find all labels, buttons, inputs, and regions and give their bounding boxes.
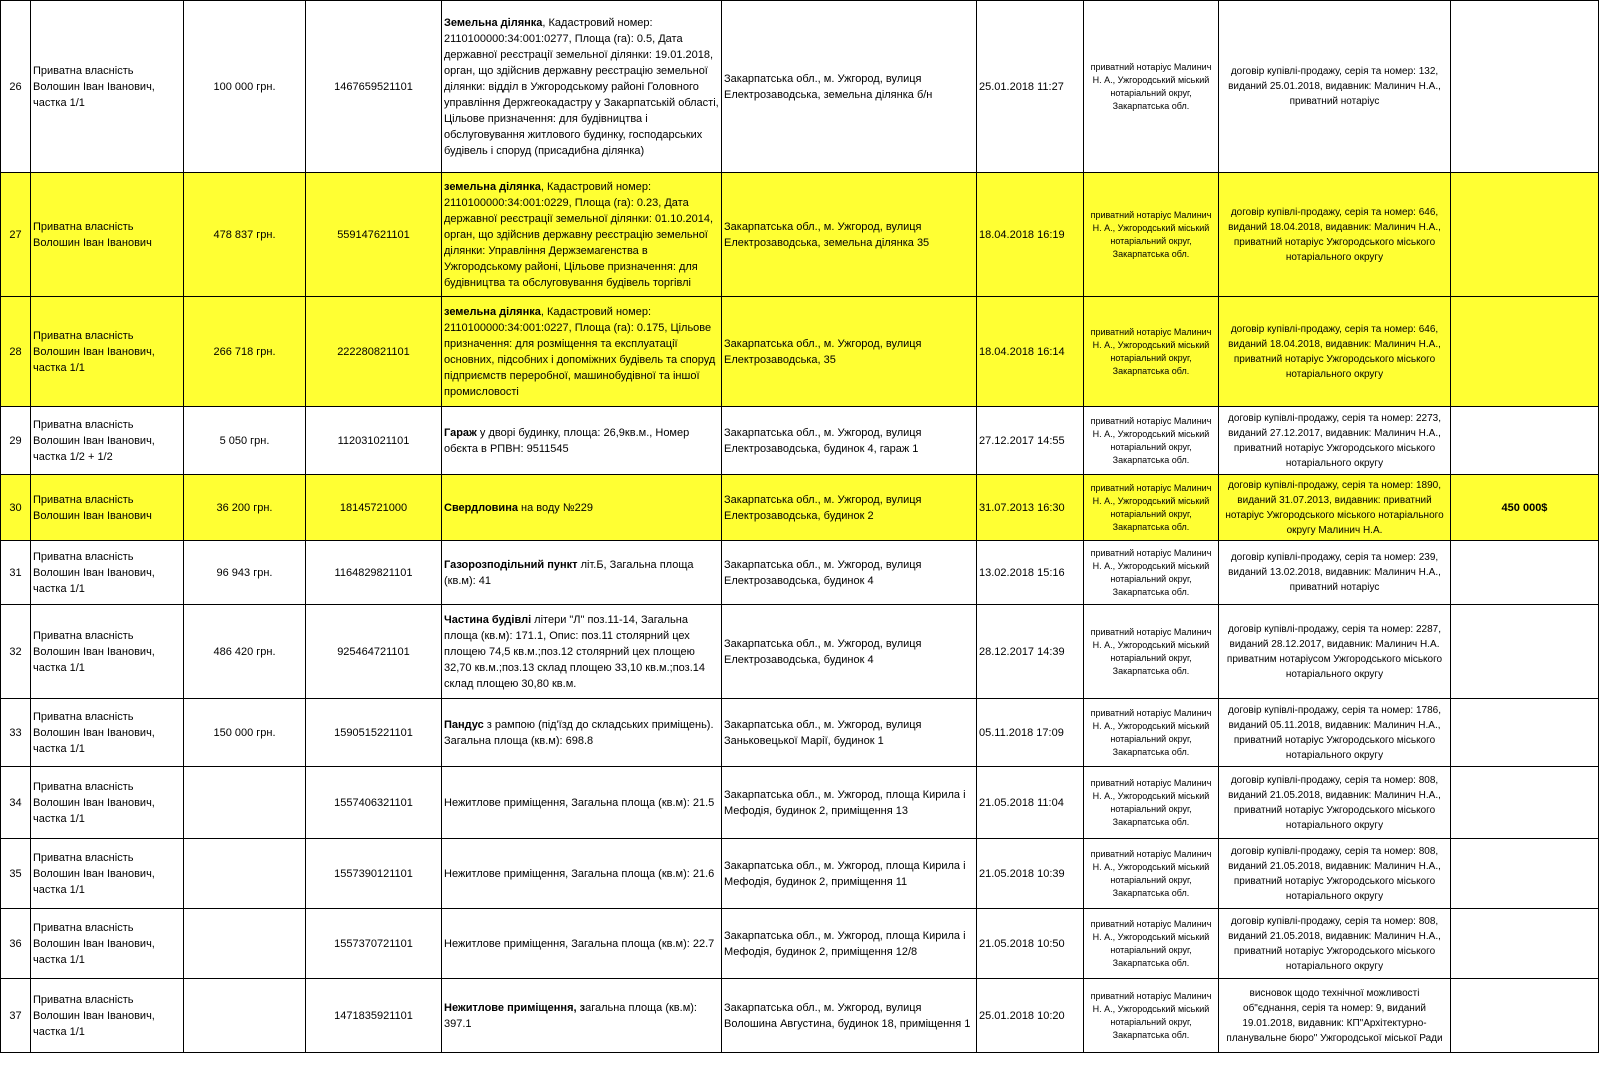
object-type-label: Газорозподільний пункт [444,558,578,571]
price-cell [184,909,306,979]
registry-number-cell: 112031021101 [306,407,442,475]
notary-cell: приватний нотаріус Малинич Н. А., Ужгородський міський нотаріальний округ, Закарпатська обл. [1084,541,1219,605]
row-number: 36 [1,909,31,979]
row-number: 27 [1,173,31,297]
row-number: 32 [1,605,31,699]
object-description-cell [442,541,722,605]
address-cell: Закарпатська обл., м. Ужгород, вулиця Електрозаводська, будинок 4 [722,541,977,605]
object-description-cell [442,839,722,909]
row-number: 35 [1,839,31,909]
basis-document-cell: договір купівлі-продажу, серія та номер: 808, виданий 21.05.2018, видавник: Малинич Н.А., приватний нотаріус Ужгородського міського нотаріального округу [1219,839,1451,909]
object-details-text: агальна площа (кв.м): 397.1 [444,1001,697,1030]
owner-cell: Приватна власність Волошин Іван Іванович, частка 1/1 [31,541,184,605]
table-row [1,407,1599,475]
owner-cell: Приватна власність Волошин Іван Іванович [31,475,184,541]
extra-value-cell [1451,767,1599,839]
registration-date-cell: 28.12.2017 14:39 [977,605,1084,699]
price-cell: 36 200 грн. [184,475,306,541]
notary-cell: приватний нотаріус Малинич Н. А., Ужгородський міський нотаріальний округ, Закарпатська обл. [1084,699,1219,767]
registry-number-cell: 1471835921101 [306,979,442,1053]
notary-cell: приватний нотаріус Малинич Н. А., Ужгородський міський нотаріальний округ, Закарпатська обл. [1084,407,1219,475]
price-cell: 5 050 грн. [184,407,306,475]
object-details-text: Нежитлове приміщення, Загальна площа (кв.м): 22.7 [444,937,715,950]
table-row [1,541,1599,605]
price-cell: 266 718 грн. [184,297,306,407]
object-type-label: земельна ділянка [444,305,541,318]
object-details-text: , Кадастровий номер: 2110100000:34:001:0227, Площа (га): 0.175, Цільове призначення: для розміщення та експлуатації основних, підсобних і допоміжних будівель та споруд підприємств переробної, машинобудівної та іншої промисловості [444,305,716,398]
table-row [1,699,1599,767]
object-details-text: Нежитлове приміщення, Загальна площа (кв.м): 21.5 [444,796,715,809]
object-type-label: Гараж [444,426,477,439]
notary-cell: приватний нотаріус Малинич Н. А., Ужгородський міський нотаріальний округ, Закарпатська обл. [1084,767,1219,839]
owner-cell: Приватна власність Волошин Іван Іванович, частка 1/1 [31,839,184,909]
object-description-cell [442,979,722,1053]
registry-number-cell: 1467659521101 [306,1,442,173]
table-row [1,475,1599,541]
object-details-text: Нежитлове приміщення, Загальна площа (кв.м): 21.6 [444,867,715,880]
address-cell: Закарпатська обл., м. Ужгород, площа Кирила і Мефодія, будинок 2, приміщення 13 [722,767,977,839]
table-row [1,767,1599,839]
price-cell [184,839,306,909]
registration-date-cell: 31.07.2013 16:30 [977,475,1084,541]
notary-cell: приватний нотаріус Малинич Н. А., Ужгородський міський нотаріальний округ, Закарпатська обл. [1084,605,1219,699]
table-row [1,605,1599,699]
registry-number-cell: 222280821101 [306,297,442,407]
registration-date-cell: 13.02.2018 15:16 [977,541,1084,605]
object-description-cell [442,297,722,407]
object-details-text: з рампою (під'їзд до складських приміщень). Загальна площа (кв.м): 698.8 [444,718,714,747]
registry-number-cell: 925464721101 [306,605,442,699]
table-row [1,1,1599,173]
price-cell [184,979,306,1053]
address-cell: Закарпатська обл., м. Ужгород, вулиця Електрозаводська, будинок 2 [722,475,977,541]
object-details-text: , Кадастровий номер: 2110100000:34:001:0277, Площа (га): 0.5, Дата державної реєстрації земельної ділянки: 19.01.2018, орган, що здійснив державну реєстрацію земельної ділянки: відділ в Ужгородському районі Головного управління Держгеокадастру у Закарпатській області, Цільове призначення: для будівництва і обслуговування житлового будинку, господарських будівель і споруд (присадибна ділянка) [444,16,719,157]
object-details-text: літери "Л" поз.11-14, Загальна площа (кв.м): 171.1, Опис: поз.11 столярний цех площею 74,5 кв.м.;поз.12 столярний цех площею 32,70 кв.м.;поз.13 склад площею 33,10 кв.м.;поз.14 склад площею 30,80 кв.м. [444,613,705,690]
extra-value-cell [1451,297,1599,407]
owner-cell: Приватна власність Волошин Іван Іванович, частка 1/1 [31,699,184,767]
object-description-cell [442,475,722,541]
basis-document-cell: договір купівлі-продажу, серія та номер: 1890, виданий 31.07.2013, видавник: приватний нотаріус Ужгородського міського нотаріального округу Малинич Н.А. [1219,475,1451,541]
object-type-label: Пандус [444,718,484,731]
basis-document-cell: договір купівлі-продажу, серія та номер: 646, виданий 18.04.2018, видавник: Малинич Н.А., приватний нотаріус Ужгородського міського нотаріального округу [1219,297,1451,407]
object-description-cell [442,699,722,767]
owner-cell: Приватна власність Волошин Іван Іванович, частка 1/1 [31,297,184,407]
object-details-text: на воду №229 [517,501,593,514]
notary-cell: приватний нотаріус Малинич Н. А., Ужгородський міський нотаріальний округ, Закарпатська обл. [1084,839,1219,909]
object-description-cell [442,767,722,839]
object-description-cell [442,407,722,475]
basis-document-cell: договір купівлі-продажу, серія та номер: 239, виданий 13.02.2018, видавник: Малинич Н.А., приватний нотаріус [1219,541,1451,605]
object-description-cell [442,173,722,297]
row-number: 34 [1,767,31,839]
registry-number-cell: 1557370721101 [306,909,442,979]
basis-document-cell: договір купівлі-продажу, серія та номер: 646, виданий 18.04.2018, видавник: Малинич Н.А., приватний нотаріус Ужгородського міського нотаріального округу [1219,173,1451,297]
object-description-cell [442,605,722,699]
table-row [1,979,1599,1053]
registry-number-cell: 1557406321101 [306,767,442,839]
extra-value-cell [1451,839,1599,909]
extra-value-cell [1451,605,1599,699]
row-number: 31 [1,541,31,605]
owner-cell: Приватна власність Волошин Іван Іванович, частка 1/2 + 1/2 [31,407,184,475]
registration-date-cell: 21.05.2018 11:04 [977,767,1084,839]
basis-document-cell: договір купівлі-продажу, серія та номер: 2273, виданий 27.12.2017, видавник: Малинич Н.А., приватний нотаріус Ужгородського міського нотаріального округу [1219,407,1451,475]
extra-value-cell [1451,909,1599,979]
notary-cell: приватний нотаріус Малинич Н. А., Ужгородський міський нотаріальний округ, Закарпатська обл. [1084,909,1219,979]
row-number: 26 [1,1,31,173]
row-number: 29 [1,407,31,475]
table-row [1,297,1599,407]
owner-cell: Приватна власність Волошин Іван Іванович, частка 1/1 [31,767,184,839]
price-cell: 486 420 грн. [184,605,306,699]
address-cell: Закарпатська обл., м. Ужгород, вулиця Волошина Августина, будинок 18, приміщення 1 [722,979,977,1053]
price-cell: 150 000 грн. [184,699,306,767]
owner-cell: Приватна власність Волошин Іван Іванович, частка 1/1 [31,1,184,173]
object-type-label: Частина будівлі [444,613,532,626]
address-cell: Закарпатська обл., м. Ужгород, вулиця Електрозаводська, 35 [722,297,977,407]
object-details-text: , Кадастровий номер: 2110100000:34:001:0229, Площа (га): 0.23, Дата державної реєстрації земельної ділянки: 01.10.2014, орган, що здійснив державну реєстрацію земельної ділянки: Управління Держземагенства в Ужгородському районі, Цільове призначення: для будівництва та обслуговування будівель торгівлі [444,180,714,289]
table-row [1,839,1599,909]
registry-number-cell: 1590515221101 [306,699,442,767]
row-number: 33 [1,699,31,767]
table-body [1,1,1599,1053]
extra-value-cell [1451,1,1599,173]
extra-value-cell [1451,173,1599,297]
address-cell: Закарпатська обл., м. Ужгород, площа Кирила і Мефодія, будинок 2, приміщення 11 [722,839,977,909]
notary-cell: приватний нотаріус Малинич Н. А., Ужгородський міський нотаріальний округ, Закарпатська обл. [1084,1,1219,173]
owner-cell: Приватна власність Волошин Іван Іванович, частка 1/1 [31,979,184,1053]
basis-document-cell: договір купівлі-продажу, серія та номер: 1786, виданий 05.11.2018, видавник: Малинич Н.А., приватний нотаріус Ужгородського міського нотаріального округу [1219,699,1451,767]
table-row [1,173,1599,297]
extra-value-cell [1451,979,1599,1053]
object-type-label: Нежитлове приміщення, з [444,1001,586,1014]
object-description-cell [442,1,722,173]
registration-date-cell: 25.01.2018 10:20 [977,979,1084,1053]
row-number: 30 [1,475,31,541]
object-type-label: Свердловина [444,501,518,514]
basis-document-cell: договір купівлі-продажу, серія та номер: 808, виданий 21.05.2018, видавник: Малинич Н.А., приватний нотаріус Ужгородського міського нотаріального округу [1219,767,1451,839]
registry-number-cell: 1164829821101 [306,541,442,605]
extra-value-cell [1451,541,1599,605]
registration-date-cell: 05.11.2018 17:09 [977,699,1084,767]
address-cell: Закарпатська обл., м. Ужгород, вулиця Електрозаводська, будинок 4, гараж 1 [722,407,977,475]
registration-date-cell: 21.05.2018 10:39 [977,839,1084,909]
owner-cell: Приватна власність Волошин Іван Іванович, частка 1/1 [31,909,184,979]
notary-cell: приватний нотаріус Малинич Н. А., Ужгородський міський нотаріальний округ, Закарпатська обл. [1084,475,1219,541]
address-cell: Закарпатська обл., м. Ужгород, вулиця Електрозаводська, будинок 4 [722,605,977,699]
basis-document-cell: договір купівлі-продажу, серія та номер: 808, виданий 21.05.2018, видавник: Малинич Н.А., приватний нотаріус Ужгородського міського нотаріального округу [1219,909,1451,979]
object-type-label: Земельна ділянка [444,16,543,29]
basis-document-cell: договір купівлі-продажу, серія та номер: 132, виданий 25.01.2018, видавник: Малинич Н.А., приватний нотаріус [1219,1,1451,173]
price-cell [184,767,306,839]
row-number: 37 [1,979,31,1053]
registration-date-cell: 21.05.2018 10:50 [977,909,1084,979]
extra-value-cell [1451,699,1599,767]
notary-cell: приватний нотаріус Малинич Н. А., Ужгородський міський нотаріальний округ, Закарпатська обл. [1084,173,1219,297]
extra-value-cell: 450 000$ [1451,475,1599,541]
address-cell: Закарпатська обл., м. Ужгород, вулиця Заньковецької Марії, будинок 1 [722,699,977,767]
registration-date-cell: 18.04.2018 16:14 [977,297,1084,407]
price-cell: 478 837 грн. [184,173,306,297]
object-type-label: земельна ділянка [444,180,541,193]
registry-number-cell: 559147621101 [306,173,442,297]
extra-value-cell [1451,407,1599,475]
address-cell: Закарпатська обл., м. Ужгород, площа Кирила і Мефодія, будинок 2, приміщення 12/8 [722,909,977,979]
address-cell: Закарпатська обл., м. Ужгород, вулиця Електрозаводська, земельна ділянка 35 [722,173,977,297]
row-number: 28 [1,297,31,407]
object-details-text: у дворі будинку, площа: 26,9кв.м., Номер обєкта в РПВН: 9511545 [444,426,690,455]
owner-cell: Приватна власність Волошин Іван Іванович [31,173,184,297]
registration-date-cell: 27.12.2017 14:55 [977,407,1084,475]
price-cell: 100 000 грн. [184,1,306,173]
registration-date-cell: 18.04.2018 16:19 [977,173,1084,297]
object-description-cell [442,909,722,979]
owner-cell: Приватна власність Волошин Іван Іванович, частка 1/1 [31,605,184,699]
notary-cell: приватний нотаріус Малинич Н. А., Ужгородський міський нотаріальний округ, Закарпатська обл. [1084,297,1219,407]
registry-number-cell: 18145721000 [306,475,442,541]
notary-cell: приватний нотаріус Малинич Н. А., Ужгородський міський нотаріальний округ, Закарпатська обл. [1084,979,1219,1053]
address-cell: Закарпатська обл., м. Ужгород, вулиця Електрозаводська, земельна ділянка б/н [722,1,977,173]
registry-number-cell: 1557390121101 [306,839,442,909]
table-row [1,909,1599,979]
object-details-text: літ.Б, Загальна площа (кв.м): 41 [444,558,694,587]
basis-document-cell: висновок щодо технічної можливості об"єднання, серія та номер: 9, виданий 19.01.2018, видавник: КП"Архітектурно-планувальне бюро" Ужгородської міської Ради [1219,979,1451,1053]
registration-date-cell: 25.01.2018 11:27 [977,1,1084,173]
price-cell: 96 943 грн. [184,541,306,605]
basis-document-cell: договір купівлі-продажу, серія та номер: 2287, виданий 28.12.2017, видавник: Малинич Н.А. приватним нотаріусом Ужгородського міського нотаріального округу [1219,605,1451,699]
